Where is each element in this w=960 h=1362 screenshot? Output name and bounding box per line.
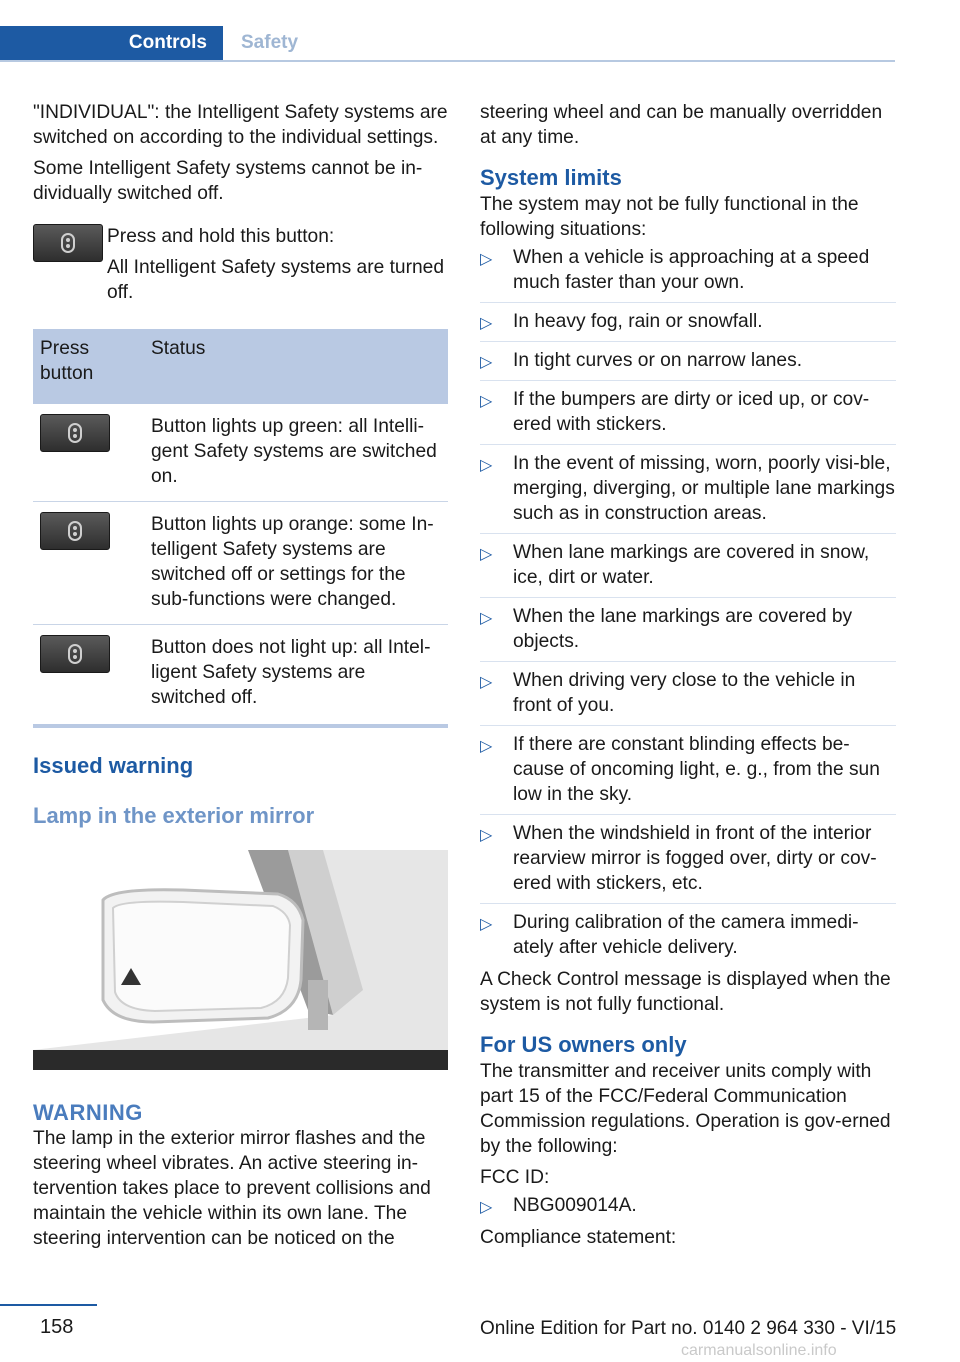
- table-header-status: Status: [144, 329, 448, 404]
- warning-title: WARNING: [33, 1100, 143, 1125]
- tab-safety[interactable]: Safety: [241, 32, 299, 53]
- button-green-icon: [40, 414, 110, 452]
- press-instruction: Press and hold this button:: [107, 226, 335, 247]
- page-number: 158: [40, 1316, 74, 1338]
- us-owners-heading: For US owners only: [480, 1032, 687, 1057]
- system-limits-heading: System limits: [480, 165, 622, 190]
- status-green: Button lights up green: all Intelli‐gent Safety systems are switched on.: [144, 404, 448, 502]
- status-off: Button does not light up: all Intel‐ligent Safety systems are switched off.: [144, 625, 448, 727]
- triangle-right-icon: ▷: [480, 393, 493, 410]
- warning-text: The lamp in the exterior mirror flashes and the steering wheel vibrates. An active steering in‐tervention takes place to prevent collisions and maintain the vehicle within its own lane. The steering intervention can be noticed on the: [33, 1128, 431, 1249]
- table-row: [33, 625, 448, 727]
- button-off-icon: [40, 635, 110, 673]
- list-item: ▷ When the lane markings are covered by objects.: [480, 604, 896, 662]
- triangle-right-icon: ▷: [480, 546, 493, 563]
- lane-assist-button-icon: [33, 224, 103, 262]
- right-column: [480, 100, 896, 1250]
- us-owners-text: The transmitter and receiver units comply with part 15 of the FCC/Federal Communication Commission regulations. Operation is gov‐erned by the following:: [480, 1061, 891, 1157]
- compliance-label: Compliance statement:: [480, 1227, 677, 1248]
- page-header: [0, 26, 895, 62]
- limits-list: [480, 245, 896, 967]
- triangle-right-icon: ▷: [480, 610, 493, 627]
- triangle-right-icon: ▷: [480, 354, 493, 371]
- exterior-mirror-image: [33, 850, 448, 1070]
- list-item: ▷ NBG009014A.: [480, 1193, 896, 1225]
- limits-intro: The system may not be fully functional in the following situations:: [480, 194, 859, 240]
- triangle-right-icon: ▷: [480, 1199, 493, 1216]
- edition-text: Online Edition for Part no. 0140 2 964 330 - VI/15: [480, 1318, 897, 1339]
- issued-warning-heading: Issued warning: [33, 753, 194, 778]
- list-item: ▷ In tight curves or on narrow lanes.: [480, 348, 896, 381]
- triangle-right-icon: ▷: [480, 827, 493, 844]
- list-item: ▷ If the bumpers are dirty or iced up, or cov‐ered with stickers.: [480, 387, 896, 445]
- status-orange: Button lights up orange: some In‐telligent Safety systems are switched off or settings for the sub-functions were changed.: [144, 502, 448, 625]
- fcc-label: FCC ID:: [480, 1167, 550, 1188]
- watermark: carmanualsonline.info: [681, 1342, 837, 1359]
- triangle-right-icon: ▷: [480, 457, 493, 474]
- header-divider: [0, 60, 895, 62]
- triangle-right-icon: ▷: [480, 916, 493, 933]
- triangle-right-icon: ▷: [480, 674, 493, 691]
- fcc-list: [480, 1193, 896, 1225]
- check-control-paragraph: A Check Control message is displayed when the system is not fully functional.: [480, 969, 891, 1015]
- triangle-right-icon: ▷: [480, 738, 493, 755]
- lamp-heading: Lamp in the exterior mirror: [33, 803, 315, 828]
- list-item: ▷ During calibration of the camera immedi‐ately after vehicle delivery.: [480, 912, 859, 958]
- switch-off-paragraph: Some Intelligent Safety systems cannot be in‐dividually switched off.: [33, 158, 423, 204]
- press-button-block: [33, 224, 448, 305]
- table-header-row: [33, 329, 448, 404]
- press-result: All Intelligent Safety systems are turned off.: [107, 257, 445, 303]
- table-header-press-button: Press button: [33, 329, 144, 404]
- override-paragraph: steering wheel and can be manually overridden at any time.: [480, 102, 883, 148]
- footer-divider: [0, 1304, 97, 1306]
- triangle-right-icon: ▷: [480, 251, 493, 268]
- tab-controls[interactable]: Controls: [0, 26, 223, 60]
- table-row: [33, 502, 448, 625]
- list-item: ▷ When the windshield in front of the interior rearview mirror is fogged over, dirty or cov‐ered with stickers, etc.: [480, 821, 896, 904]
- list-item: ▷ When a vehicle is approaching at a speed much faster than your own.: [480, 245, 896, 303]
- triangle-right-icon: ▷: [480, 315, 493, 332]
- left-column: [33, 100, 448, 1251]
- button-orange-icon: [40, 512, 110, 550]
- list-item: ▷ In the event of missing, worn, poorly visi‐ble, merging, diverging, or multiple lane markings such as in construction areas.: [480, 451, 896, 534]
- list-item: ▷ In heavy fog, rain or snowfall.: [480, 309, 896, 342]
- list-item: ▷ If there are constant blinding effects be‐cause of oncoming light, e. g., from the sun low in the sky.: [480, 732, 896, 815]
- table-row: [33, 404, 448, 502]
- list-item: ▷ When lane markings are covered in snow, ice, dirt or water.: [480, 540, 896, 598]
- list-item: ▷ When driving very close to the vehicle in front of you.: [480, 668, 896, 726]
- individual-paragraph: "INDIVIDUAL": the Intelligent Safety systems are switched on according to the individual settings.: [33, 102, 448, 148]
- status-table: [33, 329, 448, 728]
